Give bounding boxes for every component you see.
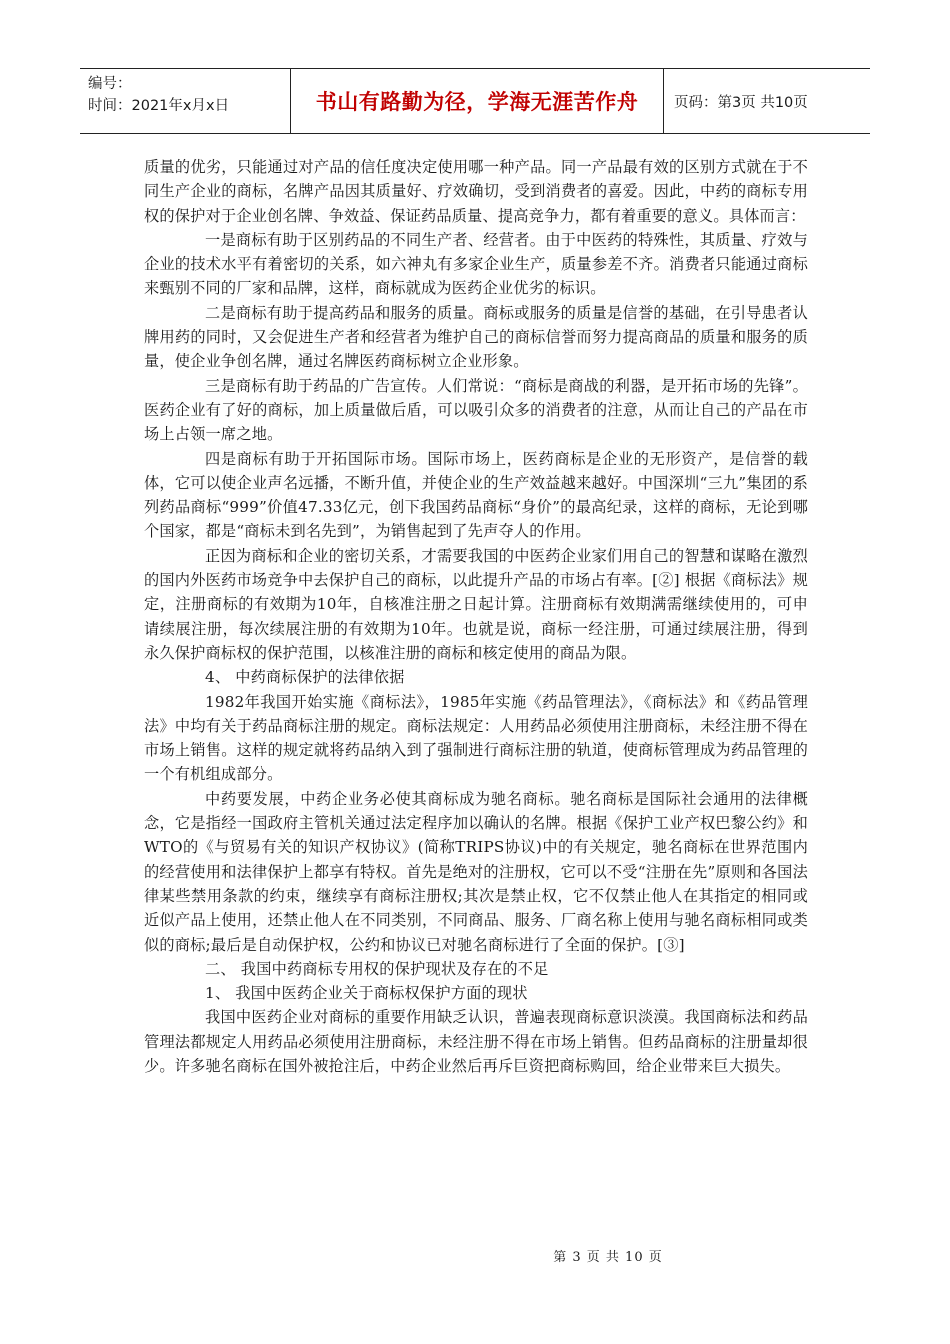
footer-page-number: 第 3 页 共 10 页 xyxy=(553,1250,663,1265)
paragraph: 三是商标有助于药品的广告宣传。人们常说：“商标是商战的利器，是开拓市场的先锋”。医药企业有了好的商标，加上质量做后盾，可以吸引众多的消费者的注意，从而让自己的产品在市场上占领一席之地。 xyxy=(144,376,808,444)
section-heading: 1、 我国中医药企业关于商标权保护方面的现状 xyxy=(205,984,528,1003)
header-number: 编号： xyxy=(88,76,132,92)
paragraph: 我国中医药企业对商标的重要作用缺乏认识，普遍表现商标意识淡漠。我国商标法和药品管理法都规定人用药品必须使用注册商标，未经注册不得在市场上销售。但药品商标的注册量却很少。许多驰名商标在国外被抢注后，中药企业然后再斥巨资把商标购回，给企业带来巨大损失。 xyxy=(144,1008,808,1075)
header-time: 时间：2021年x月x日 xyxy=(88,98,230,114)
document-body xyxy=(144,155,808,1078)
header-motto: 书山有路勤为径，学海无涯苦作舟 xyxy=(291,69,664,133)
section-heading: 4、 中药商标保护的法律依据 xyxy=(205,668,405,687)
page-footer xyxy=(0,1246,950,1265)
paragraph: 四是商标有助于开拓国际市场。国际市场上，医药商标是企业的无形资产，是信誉的载体，它可以使企业声名远播，不断升值，并使企业的生产效益越来越好。中国深圳“三九”集团的系列药品商标“999”价值47.33亿元，创下我国药品商标“身价”的最高纪录，这样的商标，无论到哪个国家，都是“商标未到名先到”，为销售起到了先声夺人的作用。 xyxy=(144,449,808,541)
header-meta xyxy=(80,69,291,133)
paragraph: 1982年我国开始实施《商标法》，1985年实施《药品管理法》，《商标法》和《药品管理法》中均有关于药品商标注册的规定。商标法规定：人用药品必须使用注册商标，未经注册不得在市场上销售。这样的规定就将药品纳入到了强制进行商标注册的轨道，使商标管理成为药品管理的一个有机组成部分。 xyxy=(144,692,808,784)
section-heading: 二、 我国中药商标专用权的保护现状及存在的不足 xyxy=(205,959,549,978)
header-page-info: 页码：第3页 共10页 xyxy=(674,94,808,111)
document-header xyxy=(80,68,870,134)
paragraph: 二是商标有助于提高药品和服务的质量。商标或服务的质量是信誉的基础，在引导患者认牌用药的同时，又会促进生产者和经营者为维护自己的商标信誉而努力提高商品的质量和服务的质量，使企业争创名牌，通过名牌医药商标树立企业形象。 xyxy=(144,303,808,371)
paragraph: 一是商标有助于区别药品的不同生产者、经营者。由于中医药的特殊性，其质量、疗效与企业的技术水平有着密切的关系，如六神丸有多家企业生产，质量参差不齐。消费者只能通过商标来甄别不同的厂家和品牌，这样，商标就成为医药企业优劣的标识。 xyxy=(144,230,808,298)
paragraph: 正因为商标和企业的密切关系，才需要我国的中医药企业家们用自己的智慧和谋略在激烈的国内外医药市场竞争中去保护自己的商标，以此提升产品的市场占有率。[②] 根据《商标法》规定，注册商标的有效期为10年，自核准注册之日起计算。注册商标有效期满需继续使用的，可申请续展注册，每次续展注册的有效期为10年。也就是说，商标一经注册，可通过续展注册，得到永久保护商标权的保护范围，以核准注册的商标和核定使用的商品为限。 xyxy=(144,546,808,662)
paragraph: 质量的优劣，只能通过对产品的信任度决定使用哪一种产品。同一产品最有效的区别方式就在于不同生产企业的商标，名牌产品因其质量好、疗效确切，受到消费者的喜爱。因此，中药的商标专用权的保护对于企业创名牌、争效益、保证药品质量、提高竞争力，都有着重要的意义。具体而言： xyxy=(144,158,808,225)
paragraph: 中药要发展，中药企业务必使其商标成为驰名商标。驰名商标是国际社会通用的法律概念，它是指经一国政府主管机关通过法定程序加以确认的名牌。根据《保护工业产权巴黎公约》和WTO的《与贸易有关的知识产权协议》(简称TRIPS协议)中的有关规定，驰名商标在世界范围内的经营使用和法律保护上都享有特权。首先是绝对的注册权，它可以不受“注册在先”原则和各国法律某些禁用条款的约束，继续享有商标注册权;其次是禁止权，它不仅禁止他人在其指定的相同或近似产品上使用，还禁止他人在不同类别，不同商品、服务、厂商名称上使用与驰名商标相同或类似的商标;最后是自动保护权，公约和协议已对驰名商标进行了全面的保护。[③] xyxy=(144,789,808,954)
